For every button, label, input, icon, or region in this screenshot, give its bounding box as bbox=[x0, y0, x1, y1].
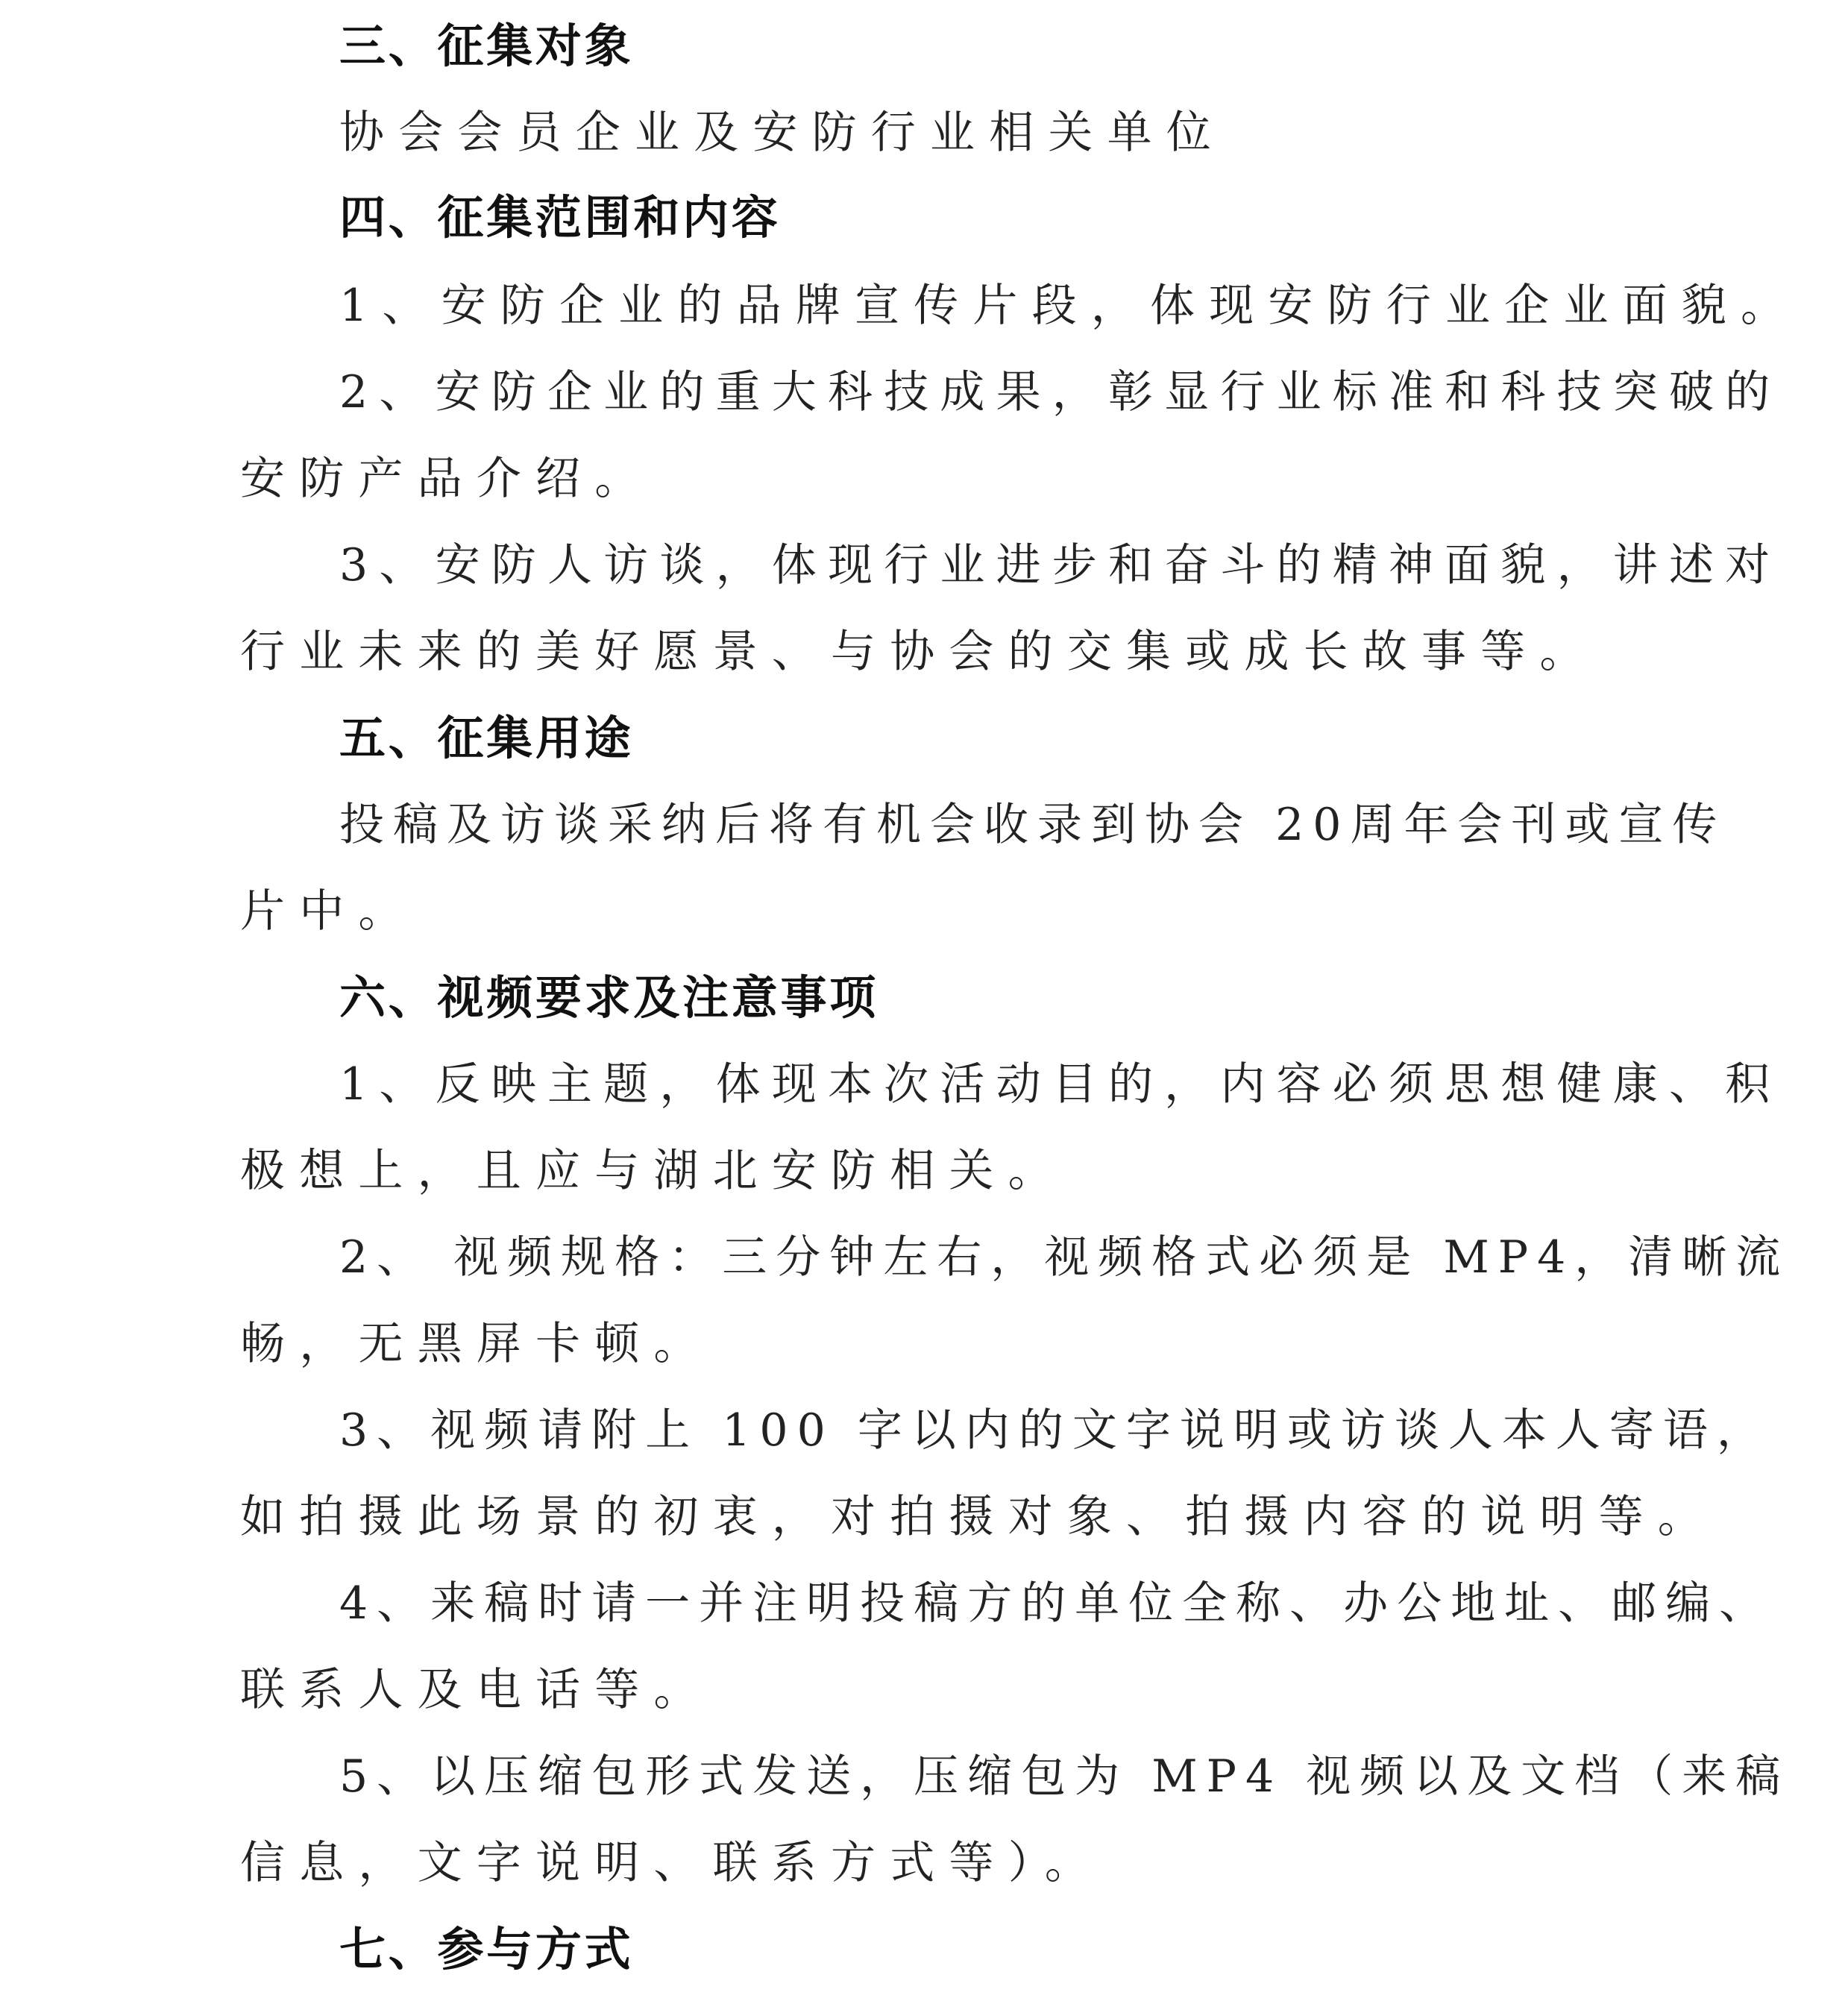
paragraph-line: 1、安防企业的品牌宣传片段，体现安防行业企业面貌。 bbox=[339, 280, 1800, 332]
paragraph-line: 2、安防企业的重大科技成果，彰显行业标准和科技突破的 bbox=[339, 366, 1782, 418]
paragraph-line: 3、视频请附上 100 字以内的文字说明或访谈人本人寄语， bbox=[339, 1404, 1770, 1457]
paragraph-line: 5、以压缩包形式发送，压缩包为 MP4 视频以及文档（来稿 bbox=[339, 1750, 1790, 1803]
section-heading-4: 四、征集范围和内容 bbox=[339, 190, 781, 245]
section-heading-7: 七、参与方式 bbox=[339, 1922, 634, 1976]
section-heading-6: 六、视频要求及注意事项 bbox=[339, 970, 879, 1025]
paragraph-line: 极想上，且应与湖北安防相关。 bbox=[240, 1145, 1067, 1197]
paragraph-line: 联系人及电话等。 bbox=[240, 1664, 713, 1716]
paragraph-line: 3、安防人访谈，体现行业进步和奋斗的精神面貌，讲述对 bbox=[339, 539, 1782, 591]
paragraph-line: 畅，无黑屏卡顿。 bbox=[240, 1318, 713, 1370]
paragraph-line: 4、来稿时请一并注明投稿方的单位全称、办公地址、邮编、 bbox=[339, 1577, 1773, 1630]
paragraph-line: 如拍摄此场景的初衷，对拍摄对象、拍摄内容的说明等。 bbox=[240, 1491, 1717, 1543]
section-heading-5: 五、征集用途 bbox=[339, 711, 634, 765]
paragraph-line: 协会会员企业及安防行业相关单位 bbox=[339, 107, 1225, 159]
paragraph-line: 安防产品介绍。 bbox=[240, 453, 654, 505]
paragraph-line: 信息，文字说明、联系方式等）。 bbox=[240, 1837, 1104, 1889]
section-heading-3: 三、征集对象 bbox=[339, 19, 634, 73]
paragraph-line: 行业未来的美好愿景、与协会的交集或成长故事等。 bbox=[240, 626, 1599, 678]
paragraph-line: 投稿及访谈采纳后将有机会收录到协会 20周年会刊或宣传 bbox=[339, 799, 1726, 851]
paragraph-line: 1、反映主题，体现本次活动目的，内容必须思想健康、积 bbox=[339, 1058, 1782, 1111]
paragraph-line: 2、 视频规格：三分钟左右，视频格式必须是 MP4，清晰流 bbox=[339, 1231, 1790, 1284]
paragraph-line: 片中。 bbox=[240, 885, 418, 937]
